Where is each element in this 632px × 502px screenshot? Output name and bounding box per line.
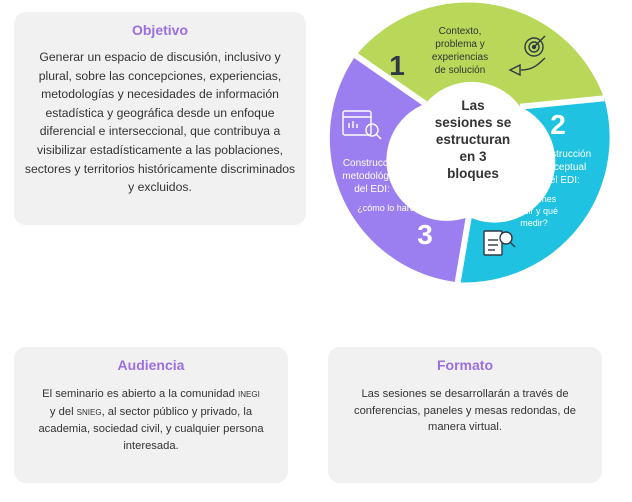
segment-3-text: metodológica <box>342 171 402 182</box>
segment-1-text: experiencias <box>431 52 489 63</box>
objetivo-title: Objetivo <box>131 22 188 38</box>
center-line: Las <box>461 98 485 113</box>
segment-2-question: incluir y qué <box>509 206 559 216</box>
inegi-label: INEGI <box>238 390 260 399</box>
segment-2-text: Construcción <box>532 149 592 160</box>
center-line: estructuran <box>435 132 511 147</box>
audiencia-line2a: y del <box>49 405 77 418</box>
audiencia-card <box>14 347 288 483</box>
segment-3-text: Construcción <box>342 158 402 169</box>
audiencia-line3: academia, sociedad civil, y cualquier persona <box>38 423 264 436</box>
audiencia-title: Audiencia <box>117 357 185 373</box>
objetivo-card <box>14 12 306 225</box>
segment-2-question: ¿a quiénes <box>511 194 557 204</box>
formato-text: Las sesiones se desarrollarán a través de conferencias, paneles y mesas redondas, de manera virtual. <box>353 388 577 434</box>
segment-1-number: 1 <box>389 50 405 81</box>
segment-3-question: ¿cómo lo haremos? <box>357 203 437 213</box>
audiencia-line <box>24 386 278 404</box>
audiencia-line1: El seminario es abierto a la comunidad <box>42 388 239 400</box>
sessions-wheel <box>320 0 632 290</box>
center-line: sesiones se <box>434 115 512 130</box>
audiencia-line4: interesada. <box>123 439 179 452</box>
audiencia-text <box>24 386 278 454</box>
snieg-label: SNIEG <box>76 407 102 417</box>
segment-2-text: del EDI: <box>544 175 580 186</box>
segment-3-number: 3 <box>417 219 433 250</box>
audiencia-line <box>24 404 278 422</box>
center-line: bloques <box>447 166 499 181</box>
segment-2-text: conceptual <box>537 162 587 173</box>
center-line: en 3 <box>459 149 487 164</box>
segment-2-question: medir? <box>520 218 548 228</box>
formato-title: Formato <box>437 357 493 373</box>
segment-3-text: del EDI: <box>354 184 390 195</box>
objetivo-text: Generar un espacio de discusión, inclusivo y plural, sobre las concepciones, experiencias, metodologías y necesidades de información estadística y geográfica desde un enfoque diferencial e interseccional, que contribuya a visibilizar estadísticamente a las poblaciones, sectores y territorios históricamente discriminados y excluidos. <box>24 50 296 195</box>
formato-card <box>328 347 602 483</box>
segment-1-text: Contexto, <box>438 26 482 37</box>
audiencia-line2b: , al sector público y privado, la <box>101 405 253 418</box>
segment-2-number: 2 <box>550 109 566 140</box>
segment-1-text: de solución <box>434 65 486 76</box>
segment-1-text: problema y <box>435 39 485 50</box>
